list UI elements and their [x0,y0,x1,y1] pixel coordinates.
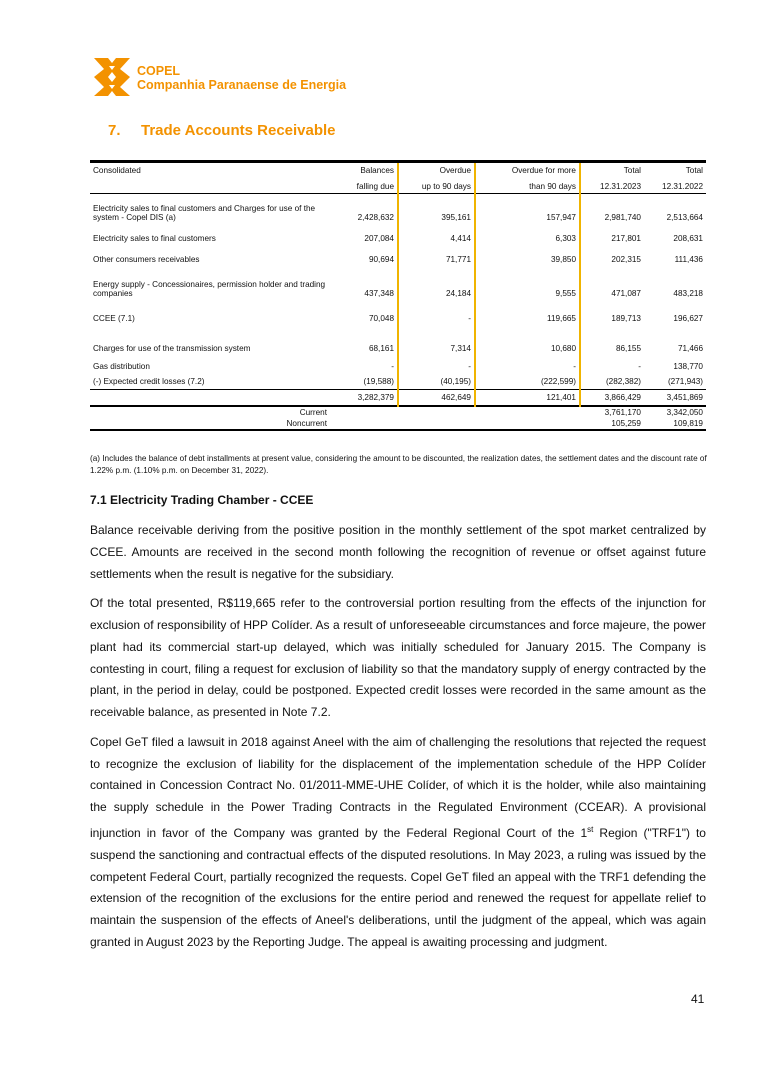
table-header-row-2 [90,179,706,194]
cell: 471,087 [611,288,641,298]
cell: 68,161 [330,329,398,353]
total-row [90,390,706,407]
receivables-table [90,160,706,431]
table-footnote: (a) Includes the balance of debt installments at present value, considering the amount to be discounted, the realization dates, the settlement dates and the discount rate of 1.22% p.m. (1.10% p.m. on December 31, 2022). [90,454,707,475]
paragraph [90,732,706,954]
total-cell: 3,282,379 [330,390,398,407]
section-number: 7. [108,122,121,139]
cell: (282,382) [605,377,641,386]
current-cell: 3,342,050 [644,406,706,418]
row-label: Energy supply - Concessionaires, permission holder and trading companies [93,279,326,298]
table-header-row-1 [90,162,706,180]
cell: 39,850 [475,243,580,264]
cell: 10,680 [475,329,580,353]
row-label: (-) Expected credit losses (7.2) [93,377,205,386]
paragraph: Balance receivable deriving from the positive position in the monthly settlement of the spot market centralized by CCEE. Amounts are received in the second month following the recognition of revenue or offset against future settlements when the result is negative for the subsidiary. [90,523,706,581]
cell: 71,771 [398,243,475,264]
table-row [90,353,706,371]
cell: 157,947 [475,194,580,222]
table-row [90,264,706,298]
cell: (271,943) [667,377,703,386]
table-row [90,329,706,353]
row-label: Electricity sales to final customers and Charges for use of the system - Copel DIS (a) [93,203,316,222]
row-label: Gas distribution [93,361,150,371]
noncurrent-cell: 109,819 [644,418,706,430]
col-header: Balances [330,162,398,180]
cell: (40,195) [398,371,475,390]
cell: 24,184 [398,264,475,298]
cell: 7,314 [398,329,475,353]
page-number: 41 [691,992,705,1006]
body-text [90,520,706,962]
cell: 4,414 [398,222,475,243]
cell: 2,513,664 [666,212,703,222]
col-header: Total [580,162,644,180]
col-header: Total [644,162,706,180]
current-cell: 3,761,170 [580,406,644,418]
cell: 437,348 [330,264,398,298]
row-label: Electricity sales to final customers [93,233,216,243]
cell: - [475,353,580,371]
ordinal-suffix: st [587,824,594,834]
cell: 202,315 [611,254,641,264]
col-header: Consolidated [90,162,330,180]
table-row [90,298,706,329]
cell: 189,713 [611,313,641,323]
cell: 483,218 [673,288,703,298]
cell: - [330,353,398,371]
cell: (19,588) [330,371,398,390]
cell: 217,801 [611,233,641,243]
row-label: CCEE (7.1) [93,313,135,323]
cell: 208,631 [673,233,703,243]
noncurrent-cell: 105,259 [580,418,644,430]
paragraph: Of the total presented, R$119,665 refer to the controversial portion resulting from the effects of the injunction for exclusion of responsibility of HPP Colíder. As a result of unforeseeable circumstances and force majeure, the power plant had its commercial start-up delayed, which was initially scheduled for January 2015. The Company is contesting in court, filing a request for exclusion of liability so that the mandatory supply of energy contracted by the plant, in the period in delay, could be postponed. Expected credit losses were recorded in the same amount as the receivable balance, as presented in Note 7.2. [90,596,706,720]
noncurrent-label: Noncurrent [90,418,330,430]
subsection-title: 7.1 Electricity Trading Chamber - CCEE [90,493,314,507]
cell: 207,084 [330,222,398,243]
total-cell: 3,451,869 [644,390,706,407]
col-header: than 90 days [475,179,580,194]
brand-line-2: Companhia Paranaense de Energia [137,78,347,92]
cell: 395,161 [398,194,475,222]
cell: 90,694 [330,243,398,264]
cell: - [398,298,475,329]
col-header [90,179,330,194]
cell: 6,303 [475,222,580,243]
cell: 71,466 [677,343,703,353]
table-row [90,222,706,243]
current-row [90,406,706,418]
brand-name [137,64,346,92]
total-cell: 121,401 [475,390,580,407]
col-header: 12.31.2022 [644,179,706,194]
table-row [90,371,706,390]
cell: 111,436 [674,254,703,264]
row-label: Other consumers receivables [93,254,200,264]
paragraph-part: Region ("TRF1") to suspend the sanctioning and contractual effects of the disputed resolutions. In May 2023, a ruling was issued by the competent Federal Court, partially recognized the requests. Copel GeT filed an appeal with the TRF1 defending the extension of the recognition of the exclusions for the entire period and renewed the request for appellate relief to maintain the suspension of the effects of Aneel's deliberations, until the judgment of the appeal, which was again granted in August 2023 by the Reporting Judge. The appeal is awaiting processing and judgment. [90,825,706,949]
cell: 119,665 [475,298,580,329]
col-header: falling due [330,179,398,194]
cell: - [638,361,641,371]
col-header: 12.31.2023 [580,179,644,194]
col-header: Overdue [398,162,475,180]
cell: 2,428,632 [330,194,398,222]
table-row [90,243,706,264]
section-title [108,122,336,139]
brand-line-1: COPEL [137,64,181,78]
cell: 196,627 [673,313,703,323]
cell: - [398,353,475,371]
cell: 86,155 [615,343,641,353]
col-header: up to 90 days [398,179,475,194]
noncurrent-row [90,418,706,430]
cell: (222,599) [475,371,580,390]
cell: 138,770 [673,361,703,371]
col-header: Overdue for more [475,162,580,180]
cell: 2,981,740 [604,212,641,222]
total-cell: 462,649 [398,390,475,407]
paragraph-part: Copel GeT filed a lawsuit in 2018 against Aneel with the aim of challenging the resolutions that rejected the request to recognize the exclusion of liability for the displacement of the implementation schedule of the HPP Colíder contained in Concession Contract No. 01/2011-MME-UHE Colíder, of which it is the holder, while also maintaining the supply schedule in the Power Trading Contracts in the Regulated Environment (CCEAR). A provisional injunction in favor of the Company was granted by the Federal Regional Court of the 1 [90,734,706,840]
table-row [90,194,706,222]
total-cell: 3,866,429 [580,390,644,407]
cell: 70,048 [330,298,398,329]
copel-logo-icon [94,58,130,96]
current-label: Current [90,406,330,418]
section-title-text: Trade Accounts Receivable [141,122,336,139]
row-label: Charges for use of the transmission system [93,343,251,353]
cell: 9,555 [475,264,580,298]
